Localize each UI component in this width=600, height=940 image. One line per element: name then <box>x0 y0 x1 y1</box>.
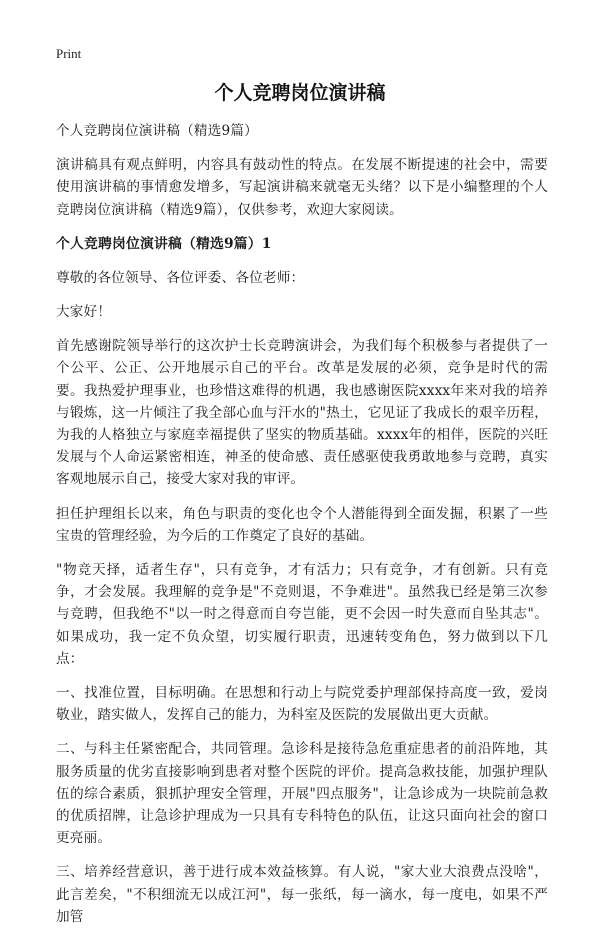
list-item-paragraph: 三、培养经营意识，善于进行成本效益核算。有人说，"家大业大浪费点没啥"，此言差矣，"不积细流无以成江河"，每一张纸，每一滴水，每一度电，如果不严加管 <box>56 864 548 925</box>
body-paragraph: 担任护理组长以来，角色与职责的变化也令个人潜能得到全面发掘，积累了一些宝贵的管理经验，为今后的工作奠定了良好的基础。 <box>56 505 548 544</box>
section-heading: 个人竞聘岗位演讲稿（精选9篇）1 <box>56 235 272 252</box>
intro-paragraph: 演讲稿具有观点鲜明，内容具有鼓动性的特点。在发展不断提速的社会中，需要使用演讲稿的事情愈发增多，写起演讲稿来就毫无头绪？以下是小编整理的个人竞聘岗位演讲稿（精选9篇），仅供参考，欢迎大家阅读。 <box>56 157 548 218</box>
document-title: 个人竞聘岗位演讲稿 <box>214 82 386 104</box>
subtitle-paragraph: 个人竞聘岗位演讲稿（精选9篇） <box>56 123 258 139</box>
greeting-paragraph: 大家好！ <box>56 304 112 321</box>
print-label: Print <box>56 46 82 61</box>
list-item-paragraph: 一、找准位置，目标明确。在思想和行动上与院党委护理部保持高度一致，爱岗敬业，踏实做人，发挥自己的能力，为科室及医院的发展做出更大贡献。 <box>56 685 548 724</box>
body-paragraph: 首先感谢院领导举行的这次护士长竞聘演讲会，为我们每个积极参与者提供了一个公平、公正、公开地展示自己的平台。改革是发展的必须，竞争是时代的需要。我热爱护理事业，也珍惜这难得的机遇，我也感谢医院xxxx年来对我的培养与锻炼，这一片倾注了我全部心血与汗水的"热土，它见证了我成长的艰辛历程，为我的人格独立与家庭幸福提供了坚实的物质基础。xxxx年的相伴，医院的兴旺发展与个人命运紧密相连，神圣的使命感、责任感驱使我勇敢地参与竞聘，真实客观地展示自己，接受大家对我的审评。 <box>56 338 548 488</box>
body-paragraph: "物竞天择，适者生存"，只有竞争，才有活力；只有竞争，才有创新。只有竞争，才会发展。我理解的竞争是"不竞则退，不争难进"。虽然我已经是第三次参与竞聘，但我绝不"以一时之得意而自夸岂能，更不会因一时失意而自坠其志"。如果成功，我一定不负众望，切实履行职责，迅速转变角色，努力做到以下几点： <box>56 562 548 667</box>
salutation-paragraph: 尊敬的各位领导、各位评委、各位老师： <box>56 269 305 286</box>
list-item-paragraph: 二、与科主任紧密配合，共同管理。急诊科是接待急危重症患者的前沿阵地，其服务质量的优劣直接影响到患者对整个医院的评价。提高急救技能，加强护理队伍的综合素质，狠抓护理安全管理，开展"四点服务"，让急诊成为一块院前急救的优质招牌，让急诊护理成为一只具有专科特色的队伍，让这只面向社会的窗口更亮丽。 <box>56 741 548 847</box>
document-body <box>56 120 548 940</box>
